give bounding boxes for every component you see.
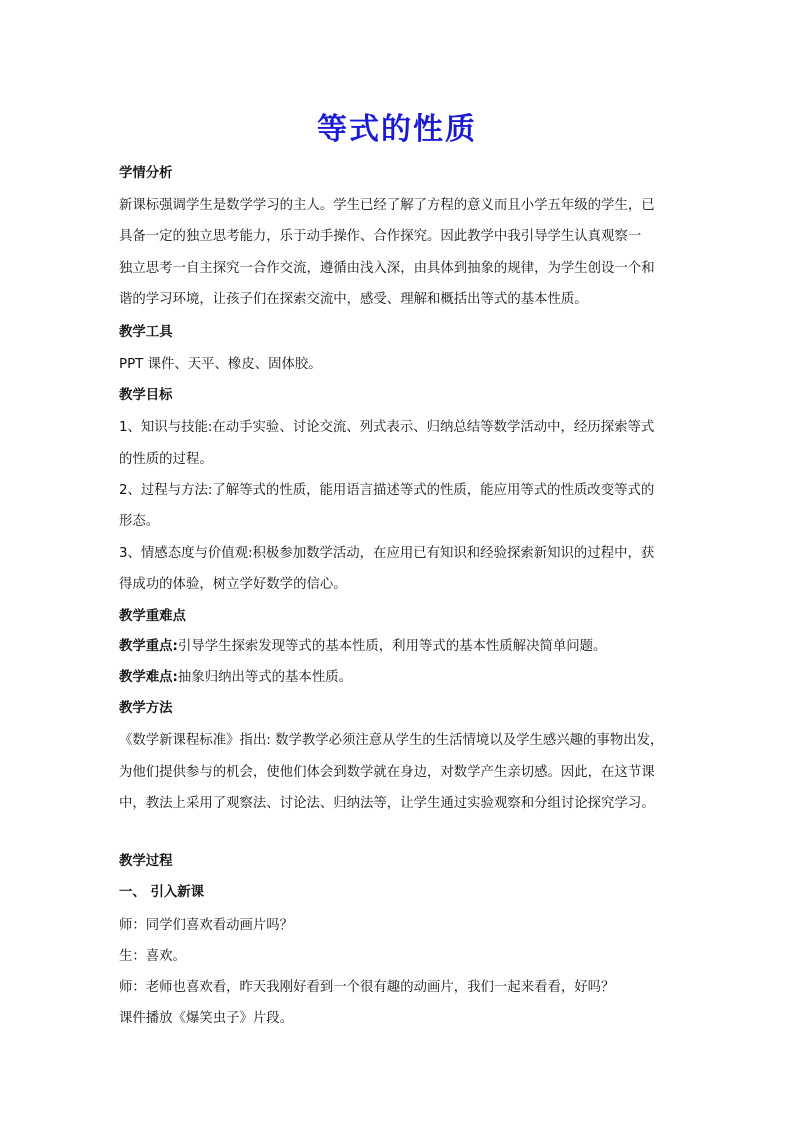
section-heading: 教学工具 — [119, 325, 173, 340]
section-heading: 一、 引入新课 — [119, 885, 205, 900]
paragraph-line: 的性质的过程。 — [119, 452, 213, 467]
paragraph-line: 《数学新课程标准》指出: 数学教学必须注意从学生的生活情境以及学生感兴趣的事物出发， — [119, 733, 664, 748]
paragraph-line: 形态。 — [119, 514, 160, 529]
paragraph-line: 独立思考一自主探究一合作交流，遵循由浅入深，由具体到抽象的规律，为学生创设一个和 — [119, 261, 655, 276]
document-title: 等式的性质 — [317, 112, 477, 147]
paragraph-line: 师：同学们喜欢看动画片吗？ — [119, 918, 294, 933]
paragraph-line: 生：喜欢。 — [119, 949, 186, 964]
inline-text: 引导学生探索发现等式的基本性质，利用等式的基本性质解决简单问题。 — [177, 639, 607, 654]
section-heading: 教学目标 — [119, 388, 173, 403]
section-heading: 教学重难点 — [119, 609, 186, 624]
paragraph-line: 中，教法上采用了观察法、讨论法、归纳法等，让学生通过实验观察和分组讨论探究学习。 — [119, 796, 655, 811]
section-heading: 教学方法 — [119, 701, 173, 716]
paragraph-line: 得成功的体验，树立学好数学的信心。 — [119, 577, 347, 592]
labeled-paragraph-line — [119, 637, 689, 657]
inline-label: 教学重点: — [119, 639, 178, 654]
inline-label: 教学难点: — [119, 670, 178, 685]
labeled-paragraph-line — [119, 668, 689, 688]
paragraph-line: 新课标强调学生是数学学习的主人。学生已经了解了方程的意义而且小学五年级的学生，已 — [119, 198, 655, 213]
inline-text: 抽象归纳出等式的基本性质。 — [177, 670, 352, 685]
paragraph-line: 1、知识与技能:在动手实验、讨论交流、列式表示、归纳总结等数学活动中，经历探索等式 — [119, 420, 655, 435]
paragraph-line: 谐的学习环境，让孩子们在探索交流中，感受、理解和概括出等式的基本性质。 — [119, 292, 588, 307]
section-heading: 学情分析 — [119, 166, 173, 181]
section-heading: 教学过程 — [119, 854, 173, 869]
paragraph-line: 具备一定的独立思考能力，乐于动手操作、合作探究。因此教学中我引导学生认真观察一 — [119, 229, 642, 244]
paragraph-line: PPT 课件、天平、橡皮、固体胶。 — [119, 357, 322, 372]
paragraph-line: 为他们提供参与的机会，使他们体会到数学就在身边，对数学产生亲切感。因此，在这节课 — [119, 765, 655, 780]
paragraph-line: 3、情感态度与价值观:积极参加数学活动，在应用已有知识和经验探索新知识的过程中，获 — [119, 546, 655, 561]
paragraph-line: 课件播放《爆笑虫子》片段。 — [119, 1011, 294, 1026]
paragraph-line: 师：老师也喜欢看，昨天我刚好看到一个很有趣的动画片，我们一起来看看，好吗？ — [119, 980, 615, 995]
paragraph-line: 2、过程与方法:了解等式的性质，能用语言描述等式的性质，能应用等式的性质改变等式的 — [119, 483, 655, 498]
